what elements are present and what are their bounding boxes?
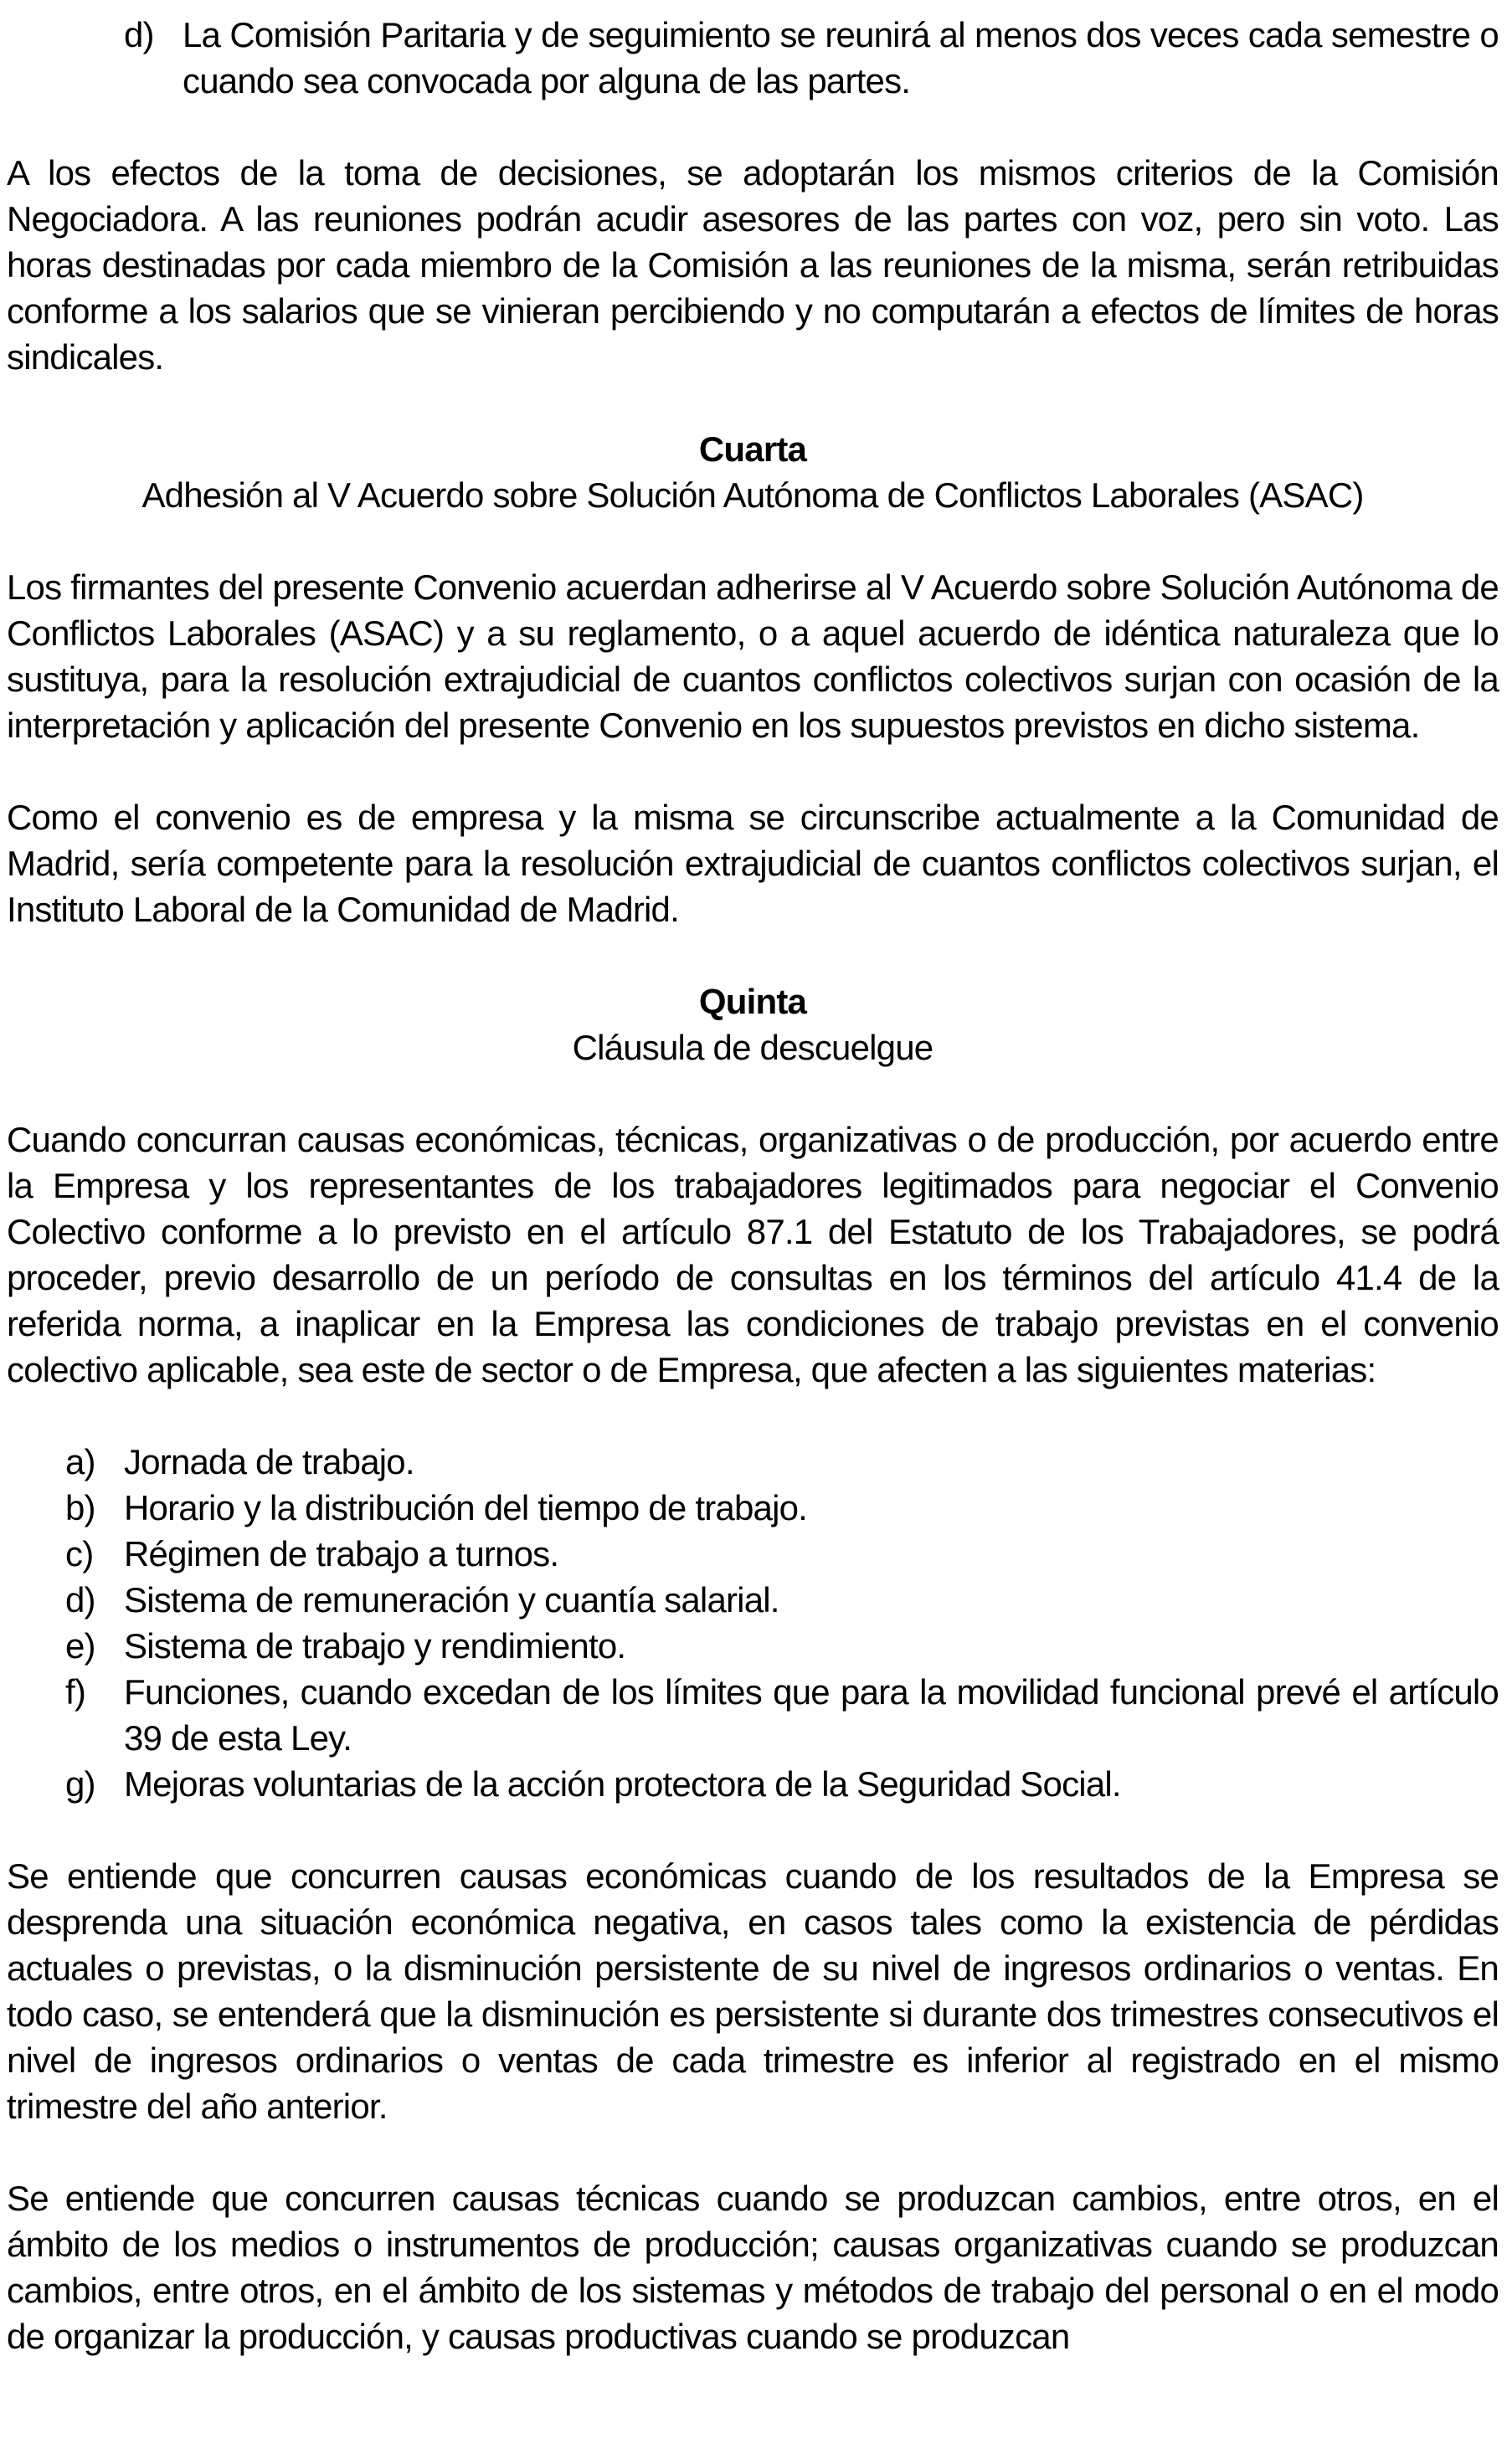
- list-item: [65, 1761, 1499, 1807]
- paragraph-causas-tecnicas: Se entiende que concurren causas técnicas cuando se produzcan cambios, entre otros, en el ámbito de los medios o instrumentos de producción; causas organizativas cuando se produzcan cambios, entre otros, en el ámbito de los sistemas y métodos de trabajo del personal o en el modo de organizar la producción, y causas productivas cuando se produzcan: [7, 2179, 1499, 2356]
- list-item-text: Sistema de remuneración y cuantía salarial.: [124, 1580, 779, 1620]
- list-item-text: Funciones, cuando excedan de los límites que para la movilidad funcional prevé el artículo 39 de esta Ley.: [124, 1672, 1499, 1758]
- list-item: [65, 1577, 1499, 1623]
- section-subheading-cuarta: Adhesión al V Acuerdo sobre Solución Autónoma de Conflictos Laborales (ASAC): [141, 475, 1364, 515]
- section-subheading-quinta: Cláusula de descuelgue: [572, 1028, 934, 1067]
- list-item-text: Horario y la distribución del tiempo de trabajo.: [124, 1488, 808, 1527]
- list-item: [65, 1439, 1499, 1485]
- list-item-text: Régimen de trabajo a turnos.: [124, 1534, 559, 1573]
- list-item: [65, 1669, 1499, 1761]
- paragraph-causas-economicas: Se entiende que concurren causas económicas cuando de los resultados de la Empresa se desprenda una situación económica negativa, en casos tales como la existencia de pérdidas actuales o previstas, o la disminución persistente de su nivel de ingresos ordinarios o ventas. En todo caso, se entenderá que la disminución es persistente si durante dos trimestres consecutivos el nivel de ingresos ordinarios o ventas de cada trimestre es inferior al registrado en el mismo trimestre del año anterior.: [7, 1856, 1499, 2126]
- list-item: [65, 1531, 1499, 1577]
- list-item: [65, 1485, 1499, 1531]
- clause-item-d: [124, 12, 1499, 104]
- list-item-text: Sistema de trabajo y rendimiento.: [124, 1626, 626, 1666]
- list-item-text: Jornada de trabajo.: [124, 1442, 414, 1481]
- clause-item-d-marker: d): [124, 15, 154, 54]
- paragraph-instituto-laboral-madrid: Como el convenio es de empresa y la misma se circunscribe actualmente a la Comunidad de Madrid, sería competente para la resolución extrajudicial de cuantos conflictos colectivos surjan, el Instituto Laboral de la Comunidad de Madrid.: [7, 798, 1499, 929]
- section-heading-quinta: Quinta: [698, 982, 807, 1021]
- list-item-marker: f): [65, 1672, 86, 1712]
- list-item-text: Mejoras voluntarias de la acción protectora de la Seguridad Social.: [124, 1764, 1121, 1804]
- list-item-marker: a): [65, 1442, 95, 1481]
- paragraph-descuelgue-intro: Cuando concurran causas económicas, técnicas, organizativas o de producción, por acuerdo entre la Empresa y los representantes de los trabajadores legitimados para negociar el Convenio Colectivo conforme a lo previsto en el artículo 87.1 del Estatuto de los Trabajadores, se podrá proceder, previo desarrollo de un período de consultas en los términos del artículo 41.4 de la referida norma, a inaplicar en la Empresa las condiciones de trabajo previstas en el convenio colectivo aplicable, sea este de sector o de Empresa, que afecten a las siguientes materias:: [7, 1120, 1499, 1389]
- paragraph-firmantes-asac: Los firmantes del presente Convenio acuerdan adherirse al V Acuerdo sobre Solución Autónoma de Conflictos Laborales (ASAC) y a su reglamento, o a aquel acuerdo de idéntica naturaleza que lo sustituya, para la resolución extrajudicial de cuantos conflictos colectivos surjan con ocasión de la interpretación y aplicación del presente Convenio en los supuestos previstos en dicho sistema.: [7, 567, 1499, 745]
- list-item-marker: c): [65, 1534, 94, 1573]
- list-item-marker: d): [65, 1580, 95, 1620]
- materias-list: [7, 1439, 1499, 1807]
- paragraph-decision-criteria: A los efectos de la toma de decisiones, se adoptarán los mismos criterios de la Comisión Negociadora. A las reuniones podrán acudir asesores de las partes con voz, pero sin voto. Las horas destinadas por cada miembro de la Comisión a las reuniones de la misma, serán retribuidas conforme a los salarios que se vinieran percibiendo y no computarán a efectos de límites de horas sindicales.: [7, 153, 1499, 377]
- list-item-marker: e): [65, 1626, 95, 1666]
- clause-item-d-text: La Comisión Paritaria y de seguimiento se reunirá al menos dos veces cada semestre o cuando sea convocada por alguna de las partes.: [183, 15, 1499, 100]
- list-item-marker: g): [65, 1764, 95, 1804]
- section-heading-cuarta: Cuarta: [698, 429, 807, 469]
- list-item: [65, 1623, 1499, 1669]
- list-item-marker: b): [65, 1488, 95, 1527]
